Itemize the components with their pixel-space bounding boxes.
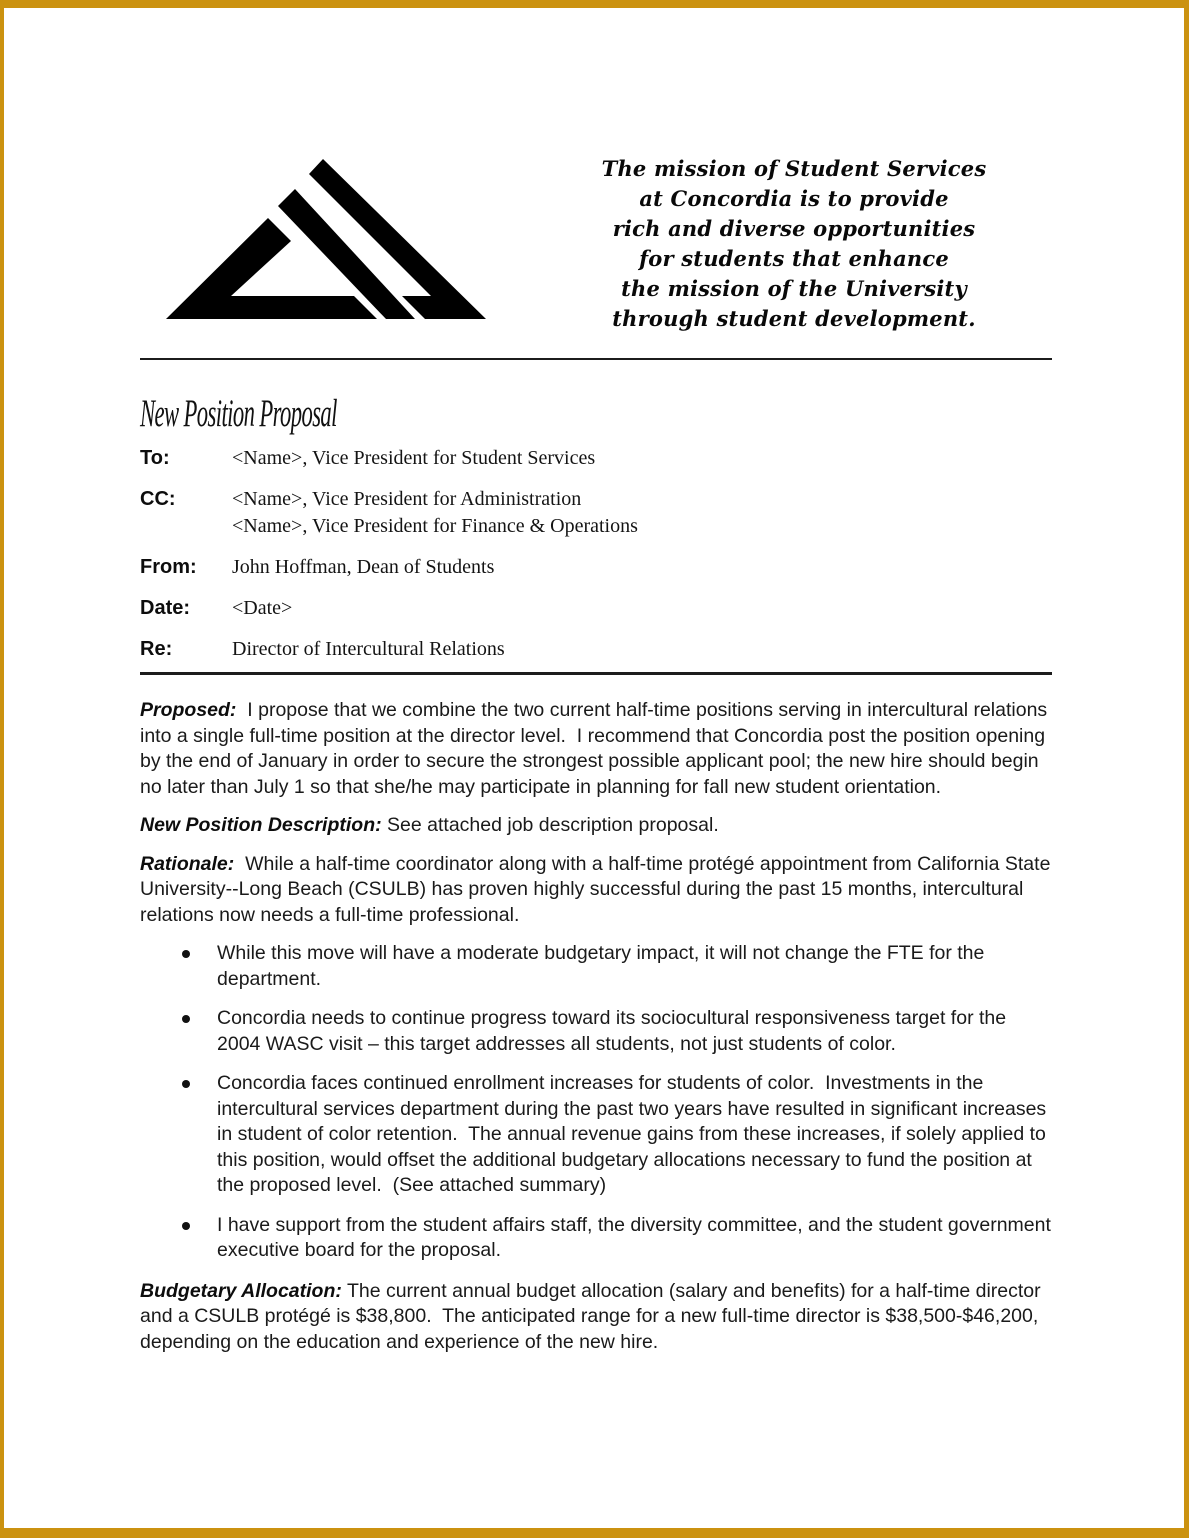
field-value-re: Director of Intercultural Relations (232, 638, 505, 660)
field-label-re: Re: (140, 638, 173, 660)
list-item (140, 1071, 1054, 1199)
bullet-list (140, 941, 1057, 1264)
paragraph-new-position-description (140, 813, 1054, 839)
field-label-to: To: (140, 447, 170, 469)
memo-title (140, 394, 479, 434)
paragraph-text-proposed: I propose that we combine the two current half-time positions serving in intercultural relations into a single full-time position at the director level. I recommend that Concordia post the position opening by the end of January in order to secure the strongest possible applicant pool; the new hire should begin no later than July 1 so that she/he may participate in planning for fall new student orientation. (140, 699, 1053, 798)
paragraph-lead-budgetary-allocation: Budgetary Allocation: (140, 1279, 342, 1302)
paragraph-budgetary-allocation (140, 1279, 1054, 1356)
bullet-text: Concordia needs to continue progress toward its sociocultural responsiveness target for the 2004 WASC visit – this target addresses all students, not just students of color. (217, 1007, 1012, 1055)
bullet-text: I have support from the student affairs staff, the diversity committee, and the student government executive board for the proposal. (217, 1213, 1057, 1261)
bullet-text: While this move will have a moderate budgetary impact, it will not change the FTE for the department. (217, 942, 990, 990)
bullet-icon (182, 1222, 190, 1230)
paragraph-lead-proposed: Proposed: (140, 699, 237, 721)
field-label-cc: CC: (140, 488, 176, 510)
mission-line: rich and diverse opportunities (612, 216, 976, 241)
triangle-logo-svg (163, 156, 489, 322)
concordia-triangle-logo-icon (163, 156, 489, 322)
cc-line-1: <Name>, Vice President for Administration (232, 488, 582, 510)
paragraph-lead-new-position-description: New Position Description: (140, 814, 382, 836)
field-value-date: <Date> (232, 597, 293, 619)
mission-line: through student development. (612, 306, 976, 331)
bullet-icon (182, 950, 190, 958)
paragraph-text-rationale: While a half-time coordinator along with a half-time protégé appointment from California State University--Long Beach (CSULB) has proven highly successful during the past 15 months, intercultural relations now needs a full-time professional. (140, 852, 1056, 926)
cc-line-2: <Name>, Vice President for Finance & Operations (232, 515, 638, 537)
memo-title-text: New Position Proposal (140, 392, 337, 435)
mission-statement (579, 154, 1009, 334)
mission-line: at Concordia is to provide (639, 186, 949, 211)
bullet-icon (182, 1015, 190, 1023)
field-value-from: John Hoffman, Dean of Students (232, 556, 495, 578)
paragraph-lead-rationale: Rationale: (140, 852, 235, 875)
memo-body (140, 698, 1057, 1368)
paragraph-text-budgetary-allocation: The current annual budget allocation (salary and benefits) for a half-time director and a CSULB protégé is $38,800. The anticipated range for a new full-time director is $38,500-$46,200, depending on the education and experience of the new hire. (140, 1279, 1047, 1353)
header-divider-rule (140, 358, 1052, 360)
paragraph-rationale (140, 852, 1054, 929)
field-label-from: From: (140, 556, 197, 578)
mission-line: The mission of Student Services (601, 156, 987, 181)
field-value-cc (232, 486, 1052, 540)
list-item (140, 941, 1054, 992)
list-item (140, 1006, 1054, 1057)
bullet-text: Concordia faces continued enrollment increases for students of color. Investments in the intercultural services department during the past two years have resulted in significant increases in student of color retention. The annual revenue gains from these increases, if solely applied to this position, would offset the additional budgetary allocations necessary to fund the position at the proposed level. (See attached summary) (217, 1072, 1052, 1196)
list-item (140, 1213, 1057, 1264)
mission-line: for students that enhance (639, 246, 949, 271)
field-label-date: Date: (140, 597, 191, 619)
memo-fields (140, 445, 1052, 663)
paragraph-proposed (140, 698, 1054, 800)
mission-line: the mission of the University (621, 276, 967, 301)
paragraph-text-new-position-description: See attached job description proposal. (381, 814, 719, 836)
bullet-icon (182, 1080, 190, 1088)
fields-divider-rule (140, 672, 1052, 675)
field-value-to: <Name>, Vice President for Student Services (232, 447, 596, 469)
